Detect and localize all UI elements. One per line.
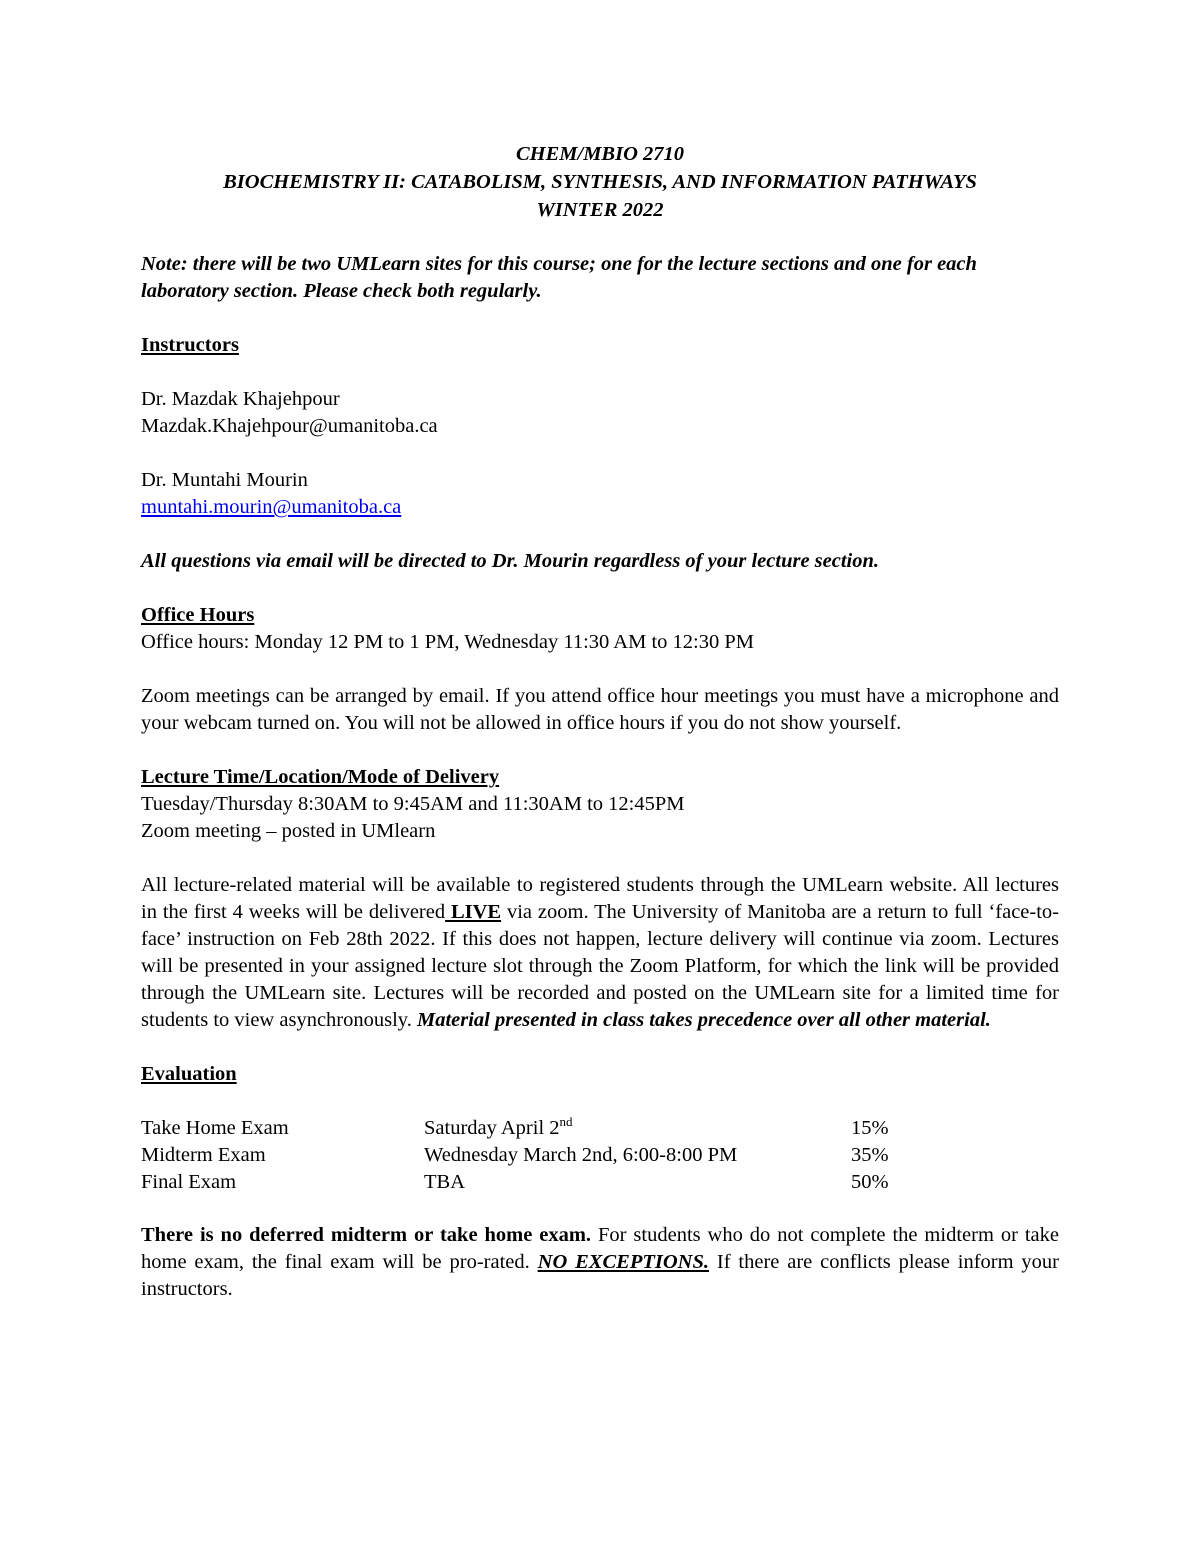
eval-weight: 15% [851, 1117, 889, 1139]
instructor-2-email-link[interactable]: muntahi.mourin@umanitoba.ca [141, 496, 402, 518]
eval-item: Take Home Exam [141, 1117, 289, 1139]
policy-end: If there are conflicts please inform your instructors. [141, 1251, 1059, 1300]
evaluation-table [141, 1115, 951, 1196]
lecture-emphasis: Material presented in class takes precedence over all other material. [411, 1009, 991, 1031]
table-row [141, 1142, 951, 1169]
email-policy-note: All questions via email will be directed to Dr. Mourin regardless of your lecture section. [141, 550, 880, 572]
table-row [141, 1115, 951, 1142]
eval-weight: 35% [851, 1144, 889, 1166]
office-hours-times: Office hours: Monday 12 PM to 1 PM, Wednesday 11:30 AM to 12:30 PM [141, 631, 754, 653]
no-exceptions: NO EXCEPTIONS. [537, 1251, 709, 1273]
policy-text: For students who do not complete the midterm or take home exam, the final exam will be pro-rated. [141, 1224, 1059, 1273]
table-row [141, 1169, 951, 1196]
course-title: BIOCHEMISTRY II: CATABOLISM, SYNTHESIS, AND INFORMATION PATHWAYS [223, 171, 977, 193]
eval-weight: 50% [851, 1171, 889, 1193]
lecture-text-part-1: All lecture-related material will be available to registered students through the UMLearn website. All lectures in the first 4 weeks will be delivered [141, 874, 1059, 923]
evaluation-heading: Evaluation [141, 1063, 237, 1085]
lecture-location: Zoom meeting – posted in UMlearn [141, 820, 436, 842]
lecture-heading: Lecture Time/Location/Mode of Delivery [141, 766, 500, 788]
document-content [141, 140, 1059, 1303]
evaluation-policy [141, 1222, 1059, 1303]
lecture-paragraph [141, 872, 1059, 1034]
instructor-2-name: Dr. Muntahi Mourin [141, 469, 308, 491]
eval-item: Midterm Exam [141, 1144, 266, 1166]
eval-date: Wednesday March 2nd, 6:00-8:00 PM [424, 1144, 738, 1166]
eval-date: Saturday April 2nd [424, 1114, 573, 1139]
instructor-1-name: Dr. Mazdak Khajehpour [141, 388, 340, 410]
course-term: WINTER 2022 [536, 199, 664, 221]
lecture-times: Tuesday/Thursday 8:30AM to 9:45AM and 11:30AM to 12:45PM [141, 793, 685, 815]
eval-date: TBA [424, 1171, 465, 1193]
date-superscript: nd [559, 1114, 573, 1129]
instructor-1-email: Mazdak.Khajehpour@umanitoba.ca [141, 415, 438, 437]
live-word: LIVE [445, 901, 502, 923]
lecture-text-part-2: via zoom. The University of Manitoba are a return to full ‘face-to-face’ instruction on Feb 28th 2022. If this does not happen, lecture delivery will continue via zoom. Lectures will be presented in your assigned lecture slot through the Zoom Platform, for which the link will be provided through the UMLearn site. Lectures will be recorded and posted on the UMLearn site for a limited time for students to view asynchronously. [141, 901, 1059, 1031]
course-code: CHEM/MBIO 2710 [515, 143, 685, 165]
office-hours-heading: Office Hours [141, 604, 255, 626]
instructors-heading: Instructors [141, 334, 239, 356]
policy-bold: There is no deferred midterm or take home exam. [141, 1224, 592, 1246]
umlearn-note: Note: there will be two UMLearn sites for this course; one for the lecture sections and one for each laboratory section. Please check both regularly. [141, 253, 977, 302]
zoom-meeting-note: Zoom meetings can be arranged by email. If you attend office hour meetings you must have a microphone and your webcam turned on. You will not be allowed in office hours if you do not show yourself. [141, 685, 1059, 734]
eval-item: Final Exam [141, 1171, 237, 1193]
